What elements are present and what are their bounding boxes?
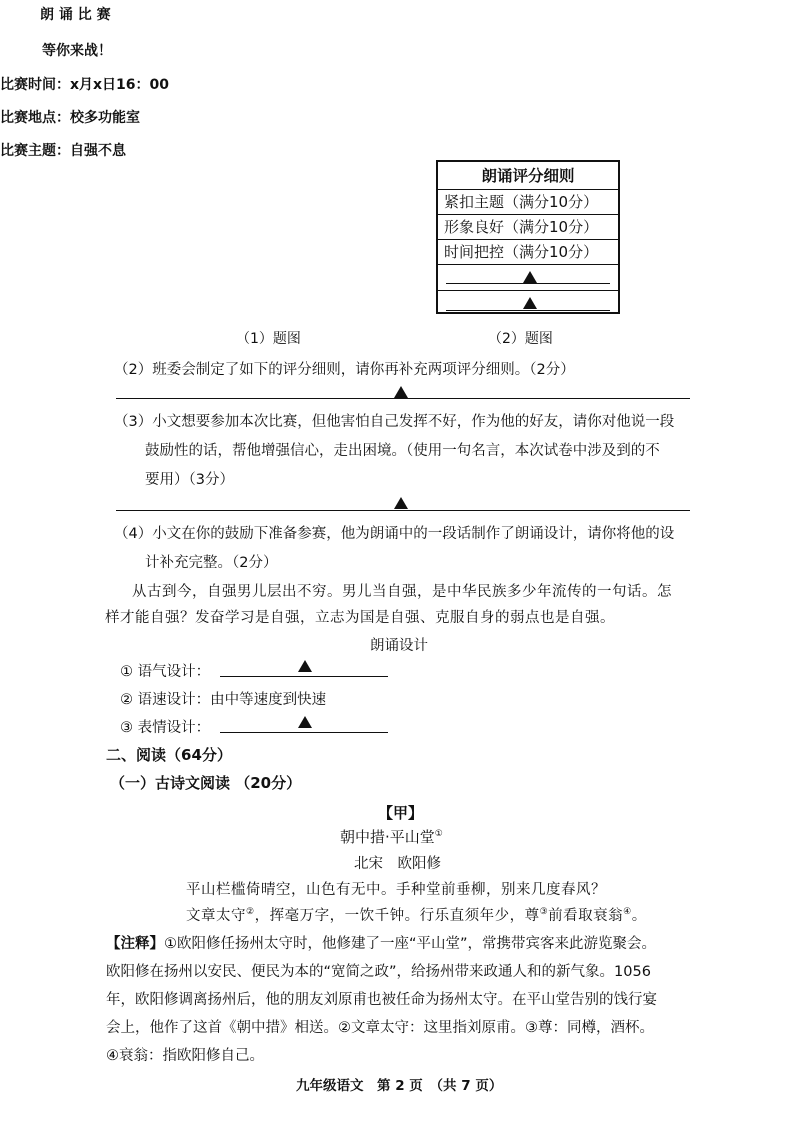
triangle-marker-icon: [523, 297, 537, 309]
design-item-speed: ② 语速设计：由中等速度到快速: [120, 692, 327, 708]
passage-line: 样才能自强？发奋学习是自强，立志为国是自强、克服自身的弱点也是自强。: [105, 610, 615, 626]
poster-place: 比赛地点：校多功能室: [0, 110, 140, 126]
rubric-item: 紧扣主题（满分10分）: [438, 190, 618, 215]
poster-slogan: 等你来战！: [42, 43, 112, 59]
question-3-line: 鼓励性的话，帮他增强信心，走出困境。（使用一句名言，本次试卷中涉及到的不: [145, 443, 660, 459]
design-item-tone: ① 语气设计：: [120, 664, 211, 680]
rubric-title: 朗诵评分细则: [438, 162, 618, 190]
notes-line: 会上，他作了这首《朝中措》相送。②文章太守：这里指刘原甫。③尊：同樽，酒杯。: [106, 1020, 654, 1036]
poem-line: 文章太守②，挥毫万字，一饮千钟。行乐直须年少，尊③前看取衰翁④。: [186, 907, 647, 924]
triangle-marker-icon: [298, 716, 312, 728]
poem-author: 北宋 欧阳修: [354, 856, 441, 872]
answer-line[interactable]: [116, 398, 690, 399]
expression-answer-line[interactable]: [220, 732, 388, 733]
tone-answer-line[interactable]: [220, 676, 388, 677]
poem-line: 平山栏槛倚晴空，山色有无中。手种堂前垂柳，别来几度春风？: [186, 882, 606, 898]
notes-line: 年，欧阳修调离扬州后，他的朋友刘原甫也被任命为扬州太守。在平山堂告别的饯行宴: [106, 992, 657, 1008]
design-title: 朗诵设计: [370, 638, 428, 654]
passage-line: 从古到今，自强男儿层出不穷。男儿当自强，是中华民族多少年流传的一句话。怎: [132, 584, 672, 600]
scoring-rubric-table: [436, 160, 620, 314]
triangle-marker-icon: [523, 271, 537, 283]
rubric-item: 时间把控（满分10分）: [438, 240, 618, 265]
poster-title: 朗 诵 比 赛: [40, 7, 111, 23]
question-3-line: （3）小文想要参加本次比赛，但他害怕自己发挥不好，作为他的好友，请你对他说一段: [114, 414, 675, 430]
triangle-marker-icon: [394, 386, 408, 398]
rubric-blank-row[interactable]: [438, 265, 618, 291]
poem-label: 【甲】: [378, 804, 424, 822]
question-3-line: 要用）（3分）: [145, 472, 234, 488]
design-item-expression: ③ 表情设计：: [120, 720, 211, 736]
notes-line: ④衰翁：指欧阳修自己。: [106, 1048, 264, 1064]
poster-theme: 比赛主题：自强不息: [0, 143, 126, 159]
poster-time: 比赛时间：x月x日16：00: [0, 77, 170, 93]
subsection-heading: （一）古诗文阅读 （20分）: [110, 774, 302, 792]
figure-caption: （2）题图: [488, 331, 553, 347]
triangle-marker-icon: [298, 660, 312, 672]
rubric-blank-row[interactable]: [438, 291, 618, 317]
notes-line: 欧阳修在扬州以安民、便民为本的“宽简之政”，给扬州带来政通人和的新气象。1056: [106, 964, 651, 980]
question-2: （2）班委会制定了如下的评分细则，请你再补充两项评分细则。（2分）: [114, 362, 575, 378]
section-heading: 二、阅读（64分）: [106, 746, 232, 764]
rubric-item: 形象良好（满分10分）: [438, 215, 618, 240]
poem-title: 朝中措·平山堂①: [340, 828, 443, 846]
figure-caption: （1）题图: [236, 331, 301, 347]
triangle-marker-icon: [394, 497, 408, 509]
question-4-line: （4）小文在你的鼓励下准备参赛，他为朗诵中的一段话制作了朗诵设计，请你将他的设: [114, 526, 675, 542]
question-4-line: 计补充完整。（2分）: [145, 555, 278, 571]
page-footer: 九年级语文 第 2 页 （共 7 页）: [296, 1078, 503, 1094]
notes-line: 【注释】①欧阳修任扬州太守时，他修建了一座“平山堂”，常携带宾客来此游览聚会。: [106, 936, 657, 952]
answer-line[interactable]: [116, 510, 690, 511]
